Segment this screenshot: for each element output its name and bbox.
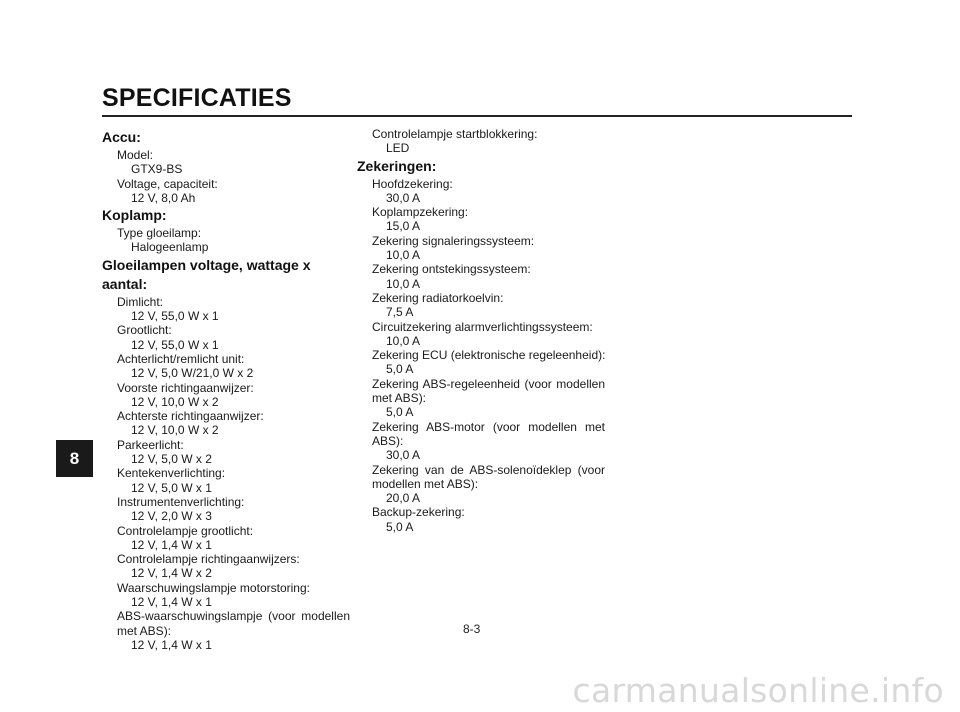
spec-label: Achterlicht/remlicht unit:	[117, 351, 245, 366]
spec-label: Controlelampje grootlicht:	[117, 523, 254, 538]
title-rule	[102, 115, 852, 117]
spec-section: Zekeringen:	[357, 157, 437, 174]
right-column	[357, 127, 607, 534]
spec-label: Hoofdzekering:	[372, 176, 453, 191]
spec-value: 5,0 A	[386, 405, 414, 420]
watermark: carmanualsonline.info	[572, 671, 944, 710]
spec-label: Achterste richtingaanwijzer:	[117, 409, 264, 424]
spec-label: Zekering ECU (elektronische regeleenheid):	[372, 348, 606, 363]
page-title: SPECIFICATIES	[102, 84, 292, 112]
spec-value: 12 V, 10,0 W x 2	[131, 394, 219, 409]
page-number: 8-3	[463, 622, 481, 636]
spec-label: Waarschuwingslampje motorstoring:	[117, 580, 310, 595]
spec-value: 12 V, 10,0 W x 2	[131, 423, 219, 438]
spec-value: 10,0 A	[386, 333, 421, 348]
spec-value: 12 V, 2,0 W x 3	[131, 509, 212, 524]
spec-label: Model:	[117, 148, 154, 162]
spec-value: 30,0 A	[386, 190, 421, 205]
spec-label: Zekering ontstekingssysteem:	[372, 262, 531, 277]
spec-label: Type gloeilamp:	[117, 226, 202, 241]
spec-label: Zekering van de ABS-solenoïdeklep (voor modellen met ABS):	[372, 462, 605, 491]
spec-label: ABS-waarschuwingslampje (voor modellen met ABS):	[117, 609, 350, 638]
spec-value: 7,5 A	[386, 305, 414, 320]
spec-value: 12 V, 55,0 W x 1	[131, 309, 219, 324]
spec-label: Koplampzekering:	[372, 205, 469, 220]
spec-label: Controlelampje richtingaanwijzers:	[117, 552, 300, 567]
spec-label: Voorste richtingaanwijzer:	[117, 380, 254, 395]
spec-value: 20,0 A	[386, 491, 421, 506]
spec-label: Controlelampje startblokkering:	[372, 127, 538, 141]
spec-value: 12 V, 5,0 W x 1	[131, 480, 212, 495]
spec-value: 12 V, 5,0 W x 2	[131, 452, 212, 467]
spec-value: 10,0 A	[386, 276, 421, 291]
spec-label: Grootlicht:	[117, 323, 172, 338]
spec-value: 12 V, 55,0 W x 1	[131, 337, 219, 352]
spec-label: Zekering ABS-motor (voor modellen met ABS):	[372, 419, 605, 448]
spec-value: LED	[386, 141, 410, 156]
spec-value: 30,0 A	[386, 448, 421, 463]
spec-value: 12 V, 1,4 W x 1	[131, 637, 212, 652]
spec-value: 12 V, 8,0 Ah	[131, 190, 196, 205]
spec-label: Voltage, capaciteit:	[117, 176, 218, 191]
spec-value: 5,0 A	[386, 362, 414, 377]
spec-label: Kentekenverlichting:	[117, 466, 226, 481]
spec-value: 12 V, 1,4 W x 1	[131, 595, 212, 610]
spec-section: Koplamp:	[102, 207, 167, 224]
chapter-tab: 8	[56, 440, 93, 477]
spec-value: GTX9-BS	[131, 162, 183, 177]
spec-label: Dimlicht:	[117, 294, 164, 309]
spec-value: Halogeenlamp	[131, 240, 209, 255]
spec-value: 15,0 A	[386, 219, 421, 234]
spec-label: Parkeerlicht:	[117, 437, 184, 452]
spec-value: 12 V, 1,4 W x 2	[131, 566, 212, 581]
spec-value: 10,0 A	[386, 248, 421, 263]
spec-value: 12 V, 5,0 W/21,0 W x 2	[131, 366, 254, 381]
spec-value: 12 V, 1,4 W x 1	[131, 537, 212, 552]
spec-section: Gloeilampen voltage, wattage x aantal:	[102, 256, 311, 292]
spec-label: Backup-zekering:	[372, 505, 465, 520]
spec-label: Zekering radiatorkoelvin:	[372, 290, 504, 305]
spec-section: Accu:	[102, 129, 141, 145]
spec-label: Zekering ABS-regeleenheid (voor modellen met ABS):	[372, 376, 605, 406]
spec-label: Instrumentenverlichting:	[117, 494, 245, 509]
spec-label: Zekering signaleringssysteem:	[372, 233, 535, 248]
spec-value: 5,0 A	[386, 519, 414, 534]
left-column	[102, 127, 352, 652]
spec-label: Circuitzekering alarmverlichtingssysteem:	[372, 319, 593, 334]
